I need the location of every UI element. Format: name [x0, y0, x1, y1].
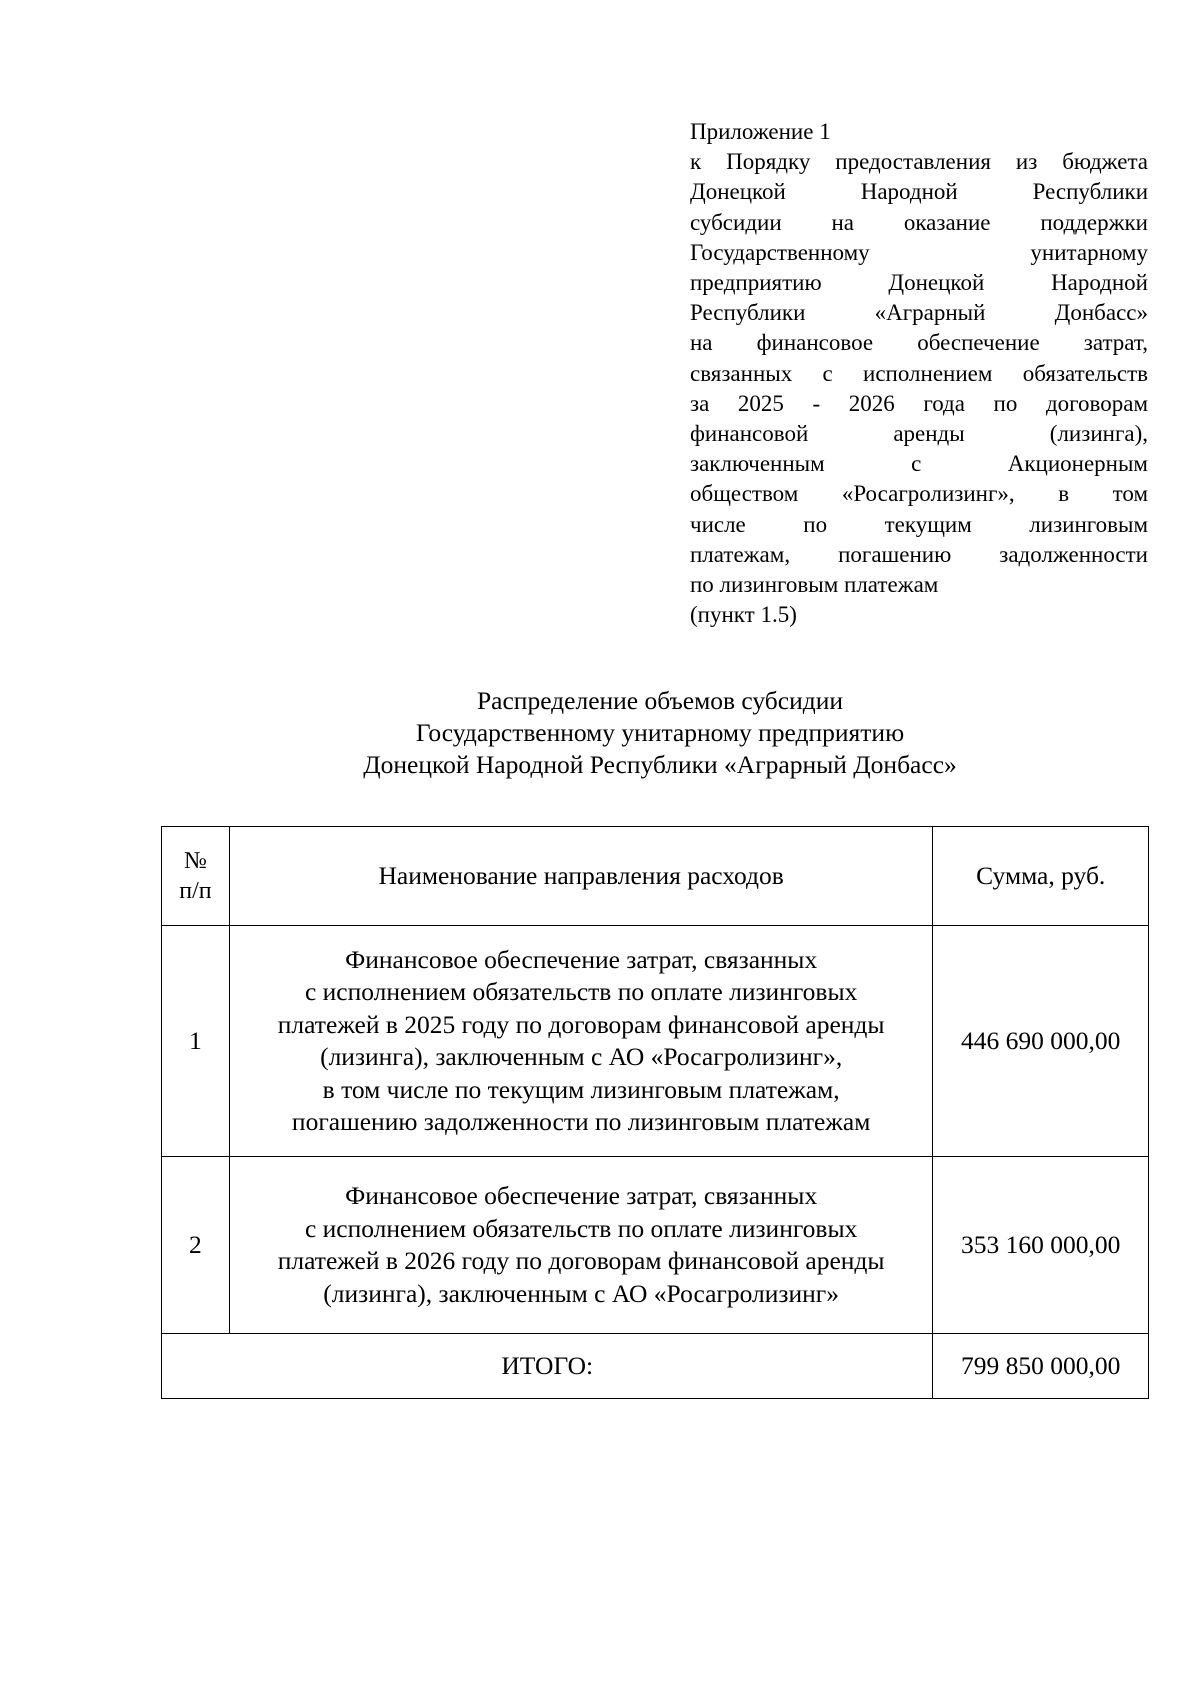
header-number-cell [162, 827, 230, 926]
annex-line: Донецкой Народной Республики [690, 179, 1148, 205]
title-line: Государственному унитарному предприятию [415, 718, 905, 747]
table-row [162, 926, 1149, 1157]
row-description-line: платежей в 2026 году по договорам финансовой аренды [277, 1246, 885, 1275]
annex-line: к Порядку предоставления из бюджета [690, 149, 1148, 175]
row-description-line: Финансовое обеспечение затрат, связанных [345, 944, 818, 974]
header-name-cell: Наименование направления расходов [229, 827, 933, 926]
annex-block [690, 117, 1148, 630]
row-description-line: (лизинга), заключенным с АО «Росагролизинг», [320, 1042, 843, 1071]
annex-line: за 2025 - 2026 года по договорам [690, 390, 1148, 416]
annex-line: Республики «Аграрный Донбасс» [690, 300, 1148, 326]
annex-line: числе по текущим лизинговым [690, 511, 1148, 537]
total-sum: 799 850 000,00 [933, 1334, 1149, 1399]
annex-line: финансовой аренды (лизинга), [690, 421, 1148, 447]
annex-line: обществом «Росагролизинг», в том [690, 481, 1148, 507]
annex-line: связанных с исполнением обязательств [690, 360, 1148, 386]
table-total-row [162, 1334, 1149, 1399]
annex-line: на финансовое обеспечение затрат, [690, 330, 1148, 356]
total-label: ИТОГО: [162, 1334, 933, 1399]
table-row [162, 1157, 1149, 1334]
annex-last-line: по лизинговым платежам [690, 572, 939, 598]
row-sum: 446 690 000,00 [933, 926, 1149, 1157]
annex-line: предприятию Донецкой Народной [690, 270, 1148, 296]
title-line: Распределение объемов субсидии [476, 686, 843, 715]
row-description-line: с исполнением обязательств по оплате лизинговых [304, 1213, 858, 1243]
distribution-table [161, 826, 1149, 1399]
annex-line: платежам, погашению задолженности [690, 541, 1148, 567]
document-title [160, 685, 1160, 781]
header-number-sign: № [183, 848, 207, 874]
row-description-line: в том числе по текущим лизинговым платежам, [322, 1074, 840, 1104]
title-line: Донецкой Народной Республики «Аграрный Донбасс» [363, 750, 957, 779]
annex-label: Приложение 1 [690, 119, 831, 144]
row-description [229, 1157, 933, 1334]
row-sum: 353 160 000,00 [933, 1157, 1149, 1334]
annex-clause: (пункт 1.5) [690, 602, 797, 628]
annex-line: субсидии на оказание поддержки [690, 209, 1148, 235]
row-description-line: платежей в 2025 году по договорам финансовой аренды [277, 1009, 885, 1039]
header-sum-cell: Сумма, руб. [933, 827, 1149, 926]
table-header-row [162, 827, 1149, 926]
row-number: 2 [162, 1157, 230, 1334]
annex-line: заключенным с Акционерным [690, 451, 1148, 477]
row-description-line: погашению задолженности по лизинговым платежам [291, 1107, 871, 1136]
header-number-abbr: п/п [179, 878, 212, 904]
row-description [229, 926, 933, 1157]
row-number: 1 [162, 926, 230, 1157]
row-description-line: (лизинга), заключенным с АО «Росагролизинг» [323, 1278, 840, 1308]
row-description-line: с исполнением обязательств по оплате лизинговых [304, 977, 858, 1006]
annex-line: Государственному унитарному [690, 239, 1148, 265]
row-description-line: Финансовое обеспечение затрат, связанных [345, 1181, 818, 1210]
